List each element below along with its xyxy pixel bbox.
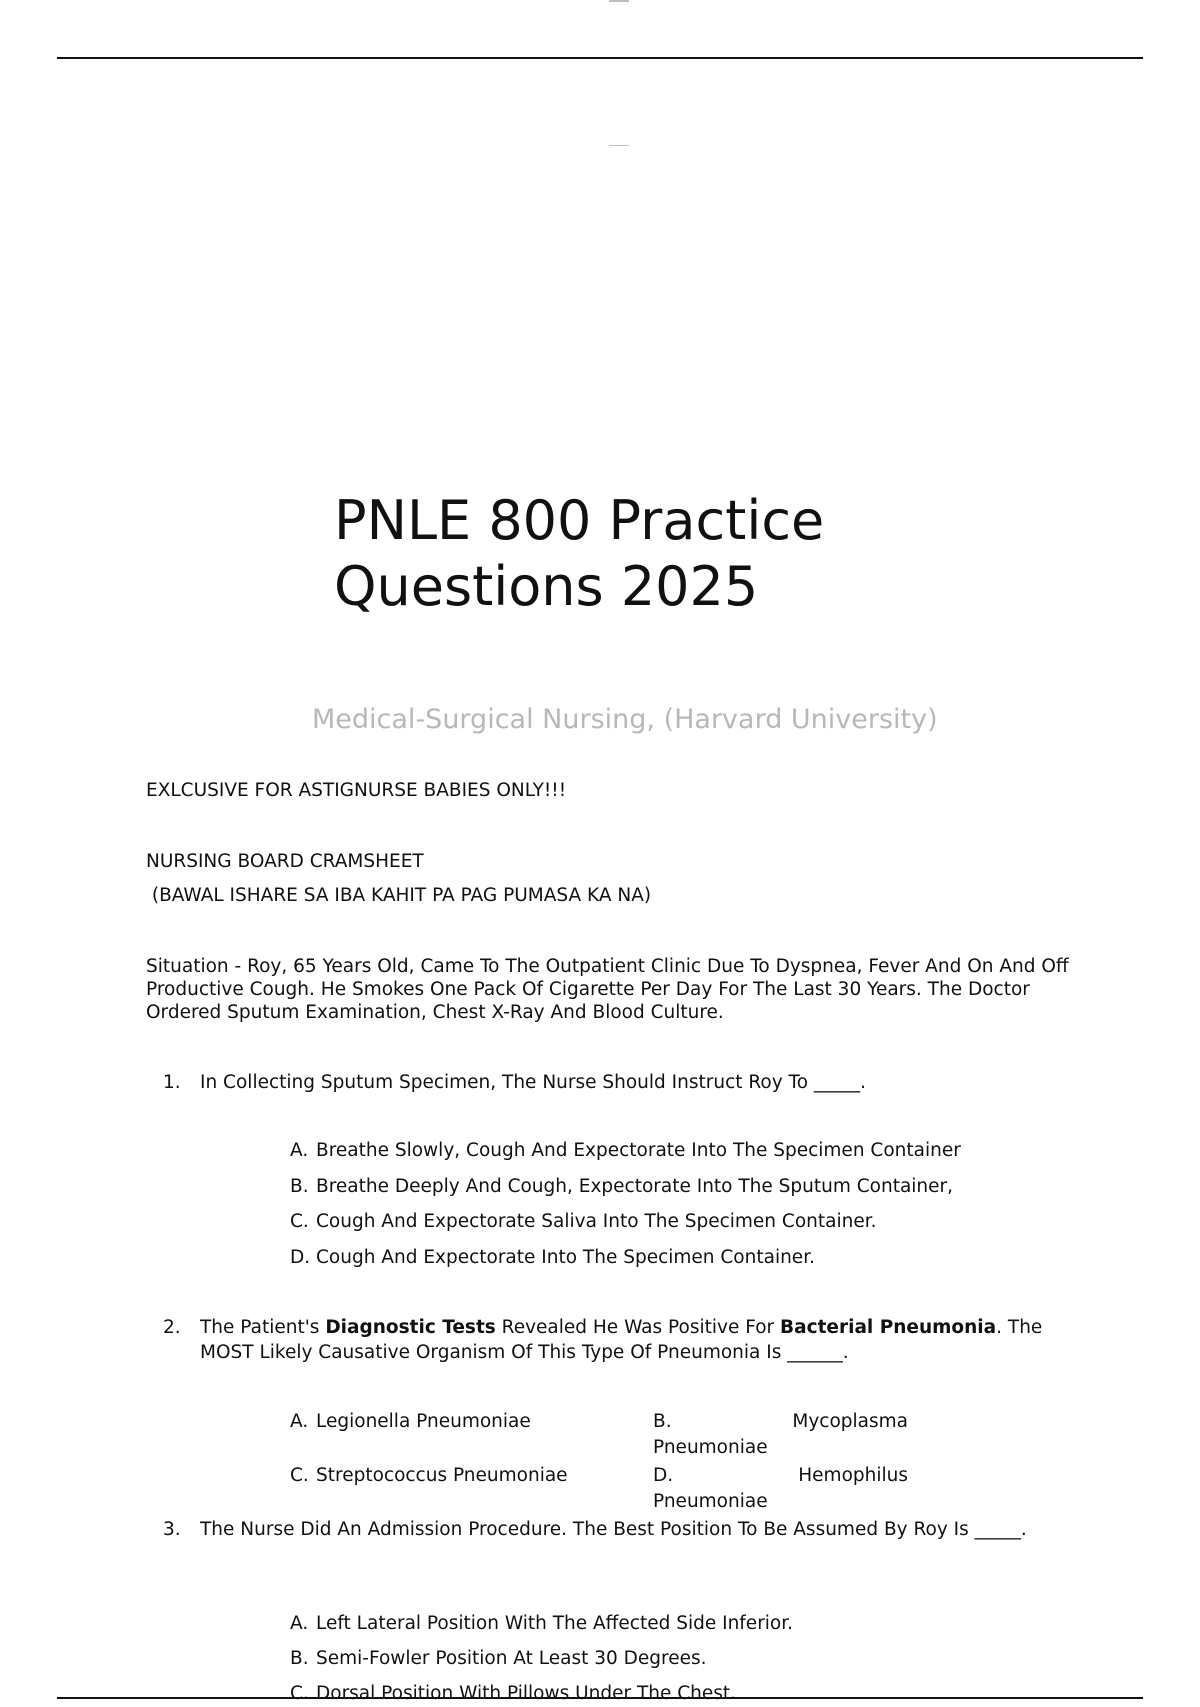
option-word: Pneumoniae [653,1491,768,1512]
option-letter: A. [290,1613,309,1634]
option-letter: C. [290,1683,309,1704]
header-rule [57,57,1143,59]
option-word: Hemophilus [798,1465,908,1486]
option-text: Breathe Deeply And Cough, Expectorate Into The Sputum Container, [316,1176,954,1197]
option-2b [653,1409,908,1461]
option-text: Left Lateral Position With The Affected Side Inferior. [316,1613,794,1634]
option-text: Cough And Expectorate Into The Specimen Container. [316,1247,815,1268]
question-text: The Nurse Did An Admission Procedure. The Best Position To Be Assumed By Roy Is _____. [200,1519,1027,1540]
option-3b [290,1646,707,1672]
question-number: 1. [163,1072,181,1093]
option-2c [290,1463,568,1489]
question-text-bold: Diagnostic Tests [325,1317,496,1338]
option-word: Pneumoniae [653,1437,768,1458]
option-letter: D. [290,1247,311,1268]
question-2 [163,1315,1083,1365]
option-word: Mycoplasma [792,1411,908,1432]
question-text-part: Revealed He Was Positive For [495,1317,781,1338]
question-text-part: . The MOST Likely Causative Organism Of This Type Of Pneumonia Is ______. [200,1317,1043,1363]
option-letter: B. [290,1648,309,1669]
option-letter: B. [290,1176,309,1197]
option-2a [290,1409,531,1435]
question-text: In Collecting Sputum Specimen, The Nurse Should Instruct Roy To _____. [200,1072,867,1093]
option-1c [290,1209,877,1235]
question-number: 3. [163,1519,181,1540]
question-text [200,1315,1083,1365]
exclusive-notice: EXLCUSIVE FOR ASTIGNURSE BABIES ONLY!!! [146,780,567,801]
option-text: Streptococcus Pneumoniae [316,1465,568,1486]
option-1b [290,1174,953,1200]
question-text-bold: Bacterial Pneumonia [780,1317,997,1338]
option-letter: A. [290,1411,309,1432]
question-text-part: The Patient's [200,1317,326,1338]
option-text: Semi-Fowler Position At Least 30 Degrees. [316,1648,707,1669]
header-tick-mark [609,0,629,2]
option-text: Cough And Expectorate Saliva Into The Specimen Container. [316,1211,877,1232]
question-number: 2. [163,1317,181,1338]
footer-rule [57,1697,1143,1699]
option-text: Dorsal Position With Pillows Under The Chest. [316,1683,737,1704]
option-letter: C. [290,1465,309,1486]
option-1a [290,1138,961,1164]
option-letter: B. [653,1411,672,1432]
option-letter: A. [290,1140,309,1161]
option-3c [290,1681,736,1707]
option-letter: D. [653,1465,674,1486]
option-text: Legionella Pneumoniae [316,1411,531,1432]
no-share-notice: (BAWAL ISHARE SA IBA KAHIT PA PAG PUMASA KA NA) [146,885,652,906]
question-1 [163,1070,1083,1095]
option-3a [290,1611,793,1637]
page-tick-mark [609,145,629,146]
document-subtitle: Medical-Surgical Nursing, (Harvard University) [312,704,938,735]
situation-paragraph: Situation - Roy, 65 Years Old, Came To The Outpatient Clinic Due To Dyspnea, Fever And On And Off Productive Cough. He Smokes One Pack Of Cigarette Per Day For The Last 30 Years. The Doctor Ordered Sputum Examination, Chest X-Ray And Blood Culture. [146,956,1069,1023]
option-2d [653,1463,908,1515]
option-1d [290,1245,815,1271]
question-3 [163,1517,1083,1542]
option-letter: C. [290,1211,309,1232]
document-title: PNLE 800 Practice Questions 2025 [334,489,825,618]
option-text: Breathe Slowly, Cough And Expectorate Into The Specimen Container [316,1140,961,1161]
cramsheet-heading: NURSING BOARD CRAMSHEET [146,851,424,872]
